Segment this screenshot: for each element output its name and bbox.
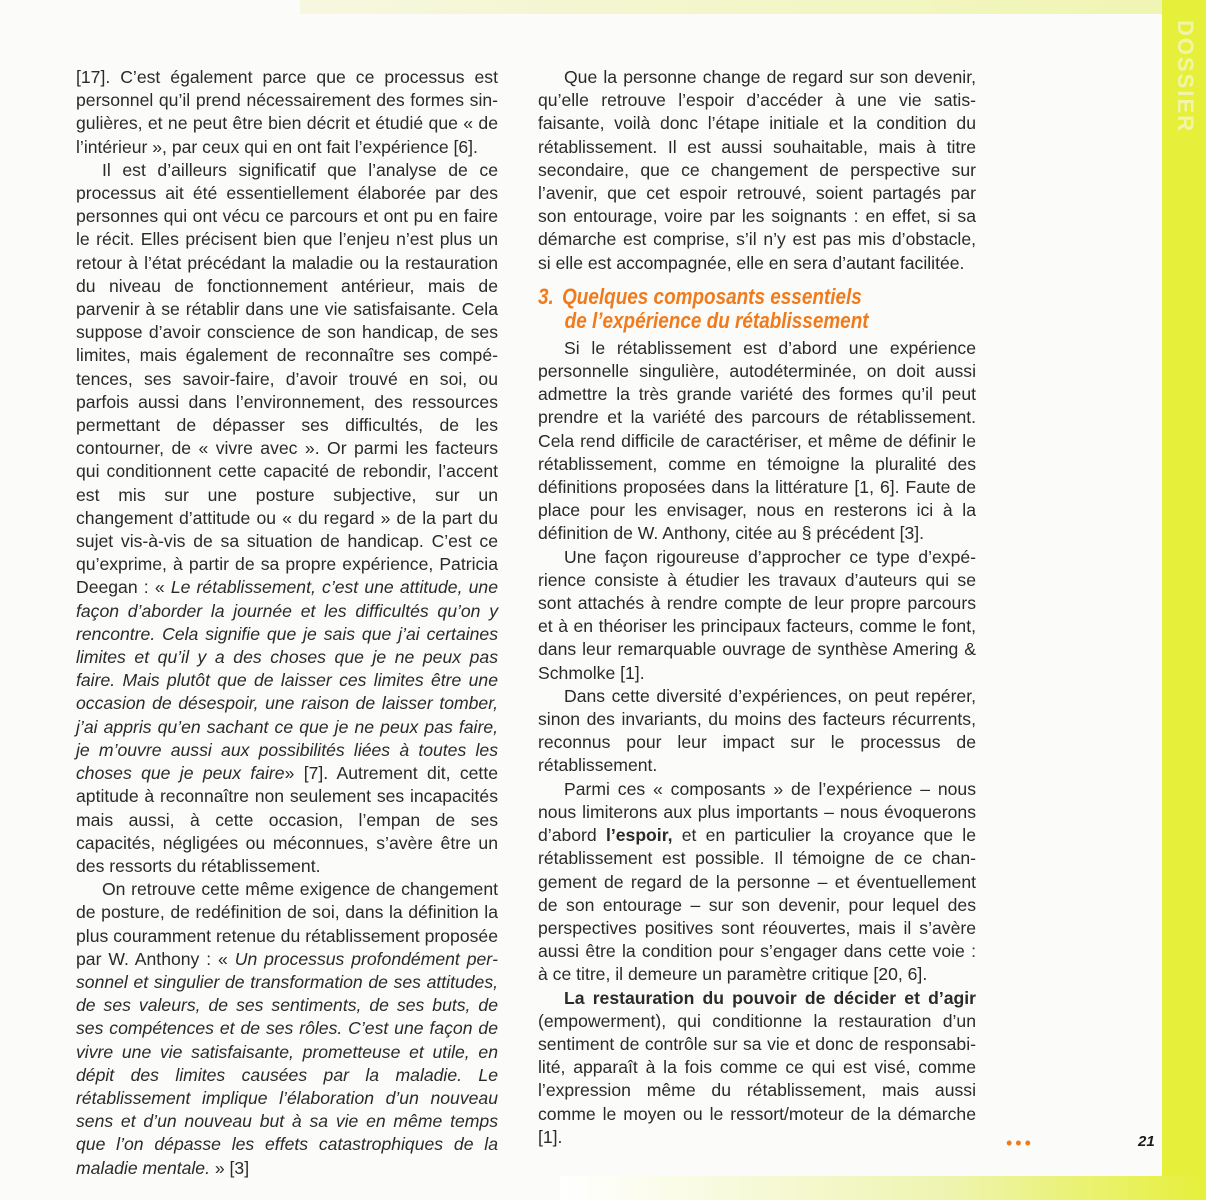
side-color-band (1162, 0, 1206, 1200)
text-run: et en particulier la croyance que le rétablissement est possible. Il témoigne de ce changement de regard de la personne – et éventuellement de son entourage – sur son devenir, pour lequel des perspectives positives sont réouvertes, mais il s’avère aussi être la condition pour s’engager dans cette voie : à ce titre, il demeure un paramètre critique [20, 6]. (538, 825, 976, 985)
paragraph (76, 878, 498, 1180)
section-heading-line1: Quelques composants essentiels (562, 283, 862, 309)
paragraph (538, 778, 976, 987)
paragraph (76, 66, 498, 159)
right-text-column (538, 66, 976, 1149)
side-band-label: DOSSIER (1173, 20, 1198, 134)
bottom-color-band (560, 1176, 1206, 1200)
text-run: Que la personne change de regard sur son devenir, qu’elle retrouve l’espoir d’accéder à une vie satisfaisante, voilà donc l’étape initiale et la condition du rétablissement. Il est aussi souhaitable, mais à titre secondaire, que ce changement de perspective sur l’avenir, que cet espoir retrouvé, soient partagés par son entourage, voire par les soignants : en effet, si sa démarche est comprise, s’il n’y est pas mis d’obstacle, si elle est accompagnée, elle en sera d’autant facilitée. (538, 67, 976, 273)
paragraph (538, 66, 976, 275)
text-run: [17]. C’est également parce que ce processus est personnel qu’il prend nécessairement des formes singulières, et ne peut être bien décrit et étudié que « de l’intérieur », par ceux qui en ont fait l’expérience [6]. (76, 67, 498, 157)
decorative-dots: ••• (1006, 1133, 1034, 1153)
italic-quote: Un processus profondément personnel et singulier de transformation de ses attitudes, de ses valeurs, de ses sentiments, de ses buts, de ses compétences et de ses rôles. C’est une façon de vivre une vie satisfaisante, prometteuse et utile, en dépit des limites causées par la maladie. Le rétablissement implique l’élaboration d’un nouveau sens et d’un nouveau but à sa vie en même temps que l’on dépasse les effets catastrophiques de la maladie mentale. (76, 948, 499, 1178)
text-run: Dans cette diversité d’expériences, on peut repérer, sinon des invariants, du moins des facteurs récurrents, reconnus pour leur impact sur le processus de rétablissement. (538, 685, 976, 776)
text-run: Il est d’ailleurs significatif que l’analyse de ce processus ait été essentiellement élaborée par des personnes qui ont vécu ce parcours et ont pu en faire le récit. Elles précisent bien que l’enjeu n’est plus un retour à l’état précédant la maladie ou la restauration du niveau de fonctionnement antérieur, mais de parvenir à se rétablir dans une vie satisfaisante. Cela suppose d’avoir conscience de son handicap, de ses limites, mais également de reconnaître ses compétences, ses savoir-faire, d’avoir trouvé en soi, ou parfois aussi dans l’environnement, des ressources permettant de dépasser ses difficultés, de les contourner, de « vivre avec ». Or parmi les facteurs qui conditionnent cette capacité de rebondir, l’accent est mis sur une posture subjective, sur un changement d’attitude ou « du regard » de la part du sujet vis-à-vis de sa situation de handicap. C’est ce qu’exprime, à partir de sa propre expérience, Patricia Deegan : « (76, 159, 498, 598)
text-run: (empowerment), qui conditionne la restauration d’un sentiment de contrôle sur sa vie et donc de responsabilité, apparaît à la fois comme ce qui est visé, comme l’expression même du rétablissement, mais aussi comme le moyen ou le ressort/moteur de la démarche [1]. (538, 1010, 976, 1147)
right-intro-text (538, 66, 976, 275)
paragraph (538, 987, 976, 1149)
page-number: 21 (1138, 1133, 1155, 1150)
paragraph (76, 159, 498, 878)
top-color-band (300, 0, 1180, 14)
text-run: On retrouve cette même exigence de changement de posture, de redéfinition de soi, dans la définition la plus couramment retenue du rétablissement proposée par W. Anthony : « (76, 879, 498, 969)
bold-text: l’espoir, (605, 825, 673, 846)
text-run: Une façon rigoureuse d’approcher ce type d’expérience consiste à étudier les travaux d’auteurs qui se sont attachés à rendre compte de leur propre parcours et à en théoriser les principaux facteurs, comme le font, dans leur remarquable ouvrage de synthèse Amering & Schmolke [1]. (538, 546, 976, 683)
paragraph (538, 337, 976, 546)
right-body-text (538, 337, 976, 1149)
text-run: » [7]. Autrement dit, cette aptitude à reconnaître non seulement ses incapacités mais aussi, à cette occasion, l’empan de ses capacités, négligées ou méconnues, s’avère être un des ressorts du rétablissement. (76, 763, 498, 876)
section-heading (538, 285, 968, 333)
section-heading-line2: de l’expérience du rétablissement (564, 307, 869, 333)
left-text-column (76, 66, 498, 1180)
text-run: » [3] (209, 1157, 250, 1178)
italic-quote: Le rétablissement, c’est une attitude, une façon d’aborder la journée et les difficultés qu’on y rencontre. Cela signifie que je sais que j’ai certaines limites et qu’il y a des choses que je ne peux pas faire. Mais plutôt que de laisser ces limites être une occasion de désespoir, une raison de laisser tomber, j’ai appris qu’en sachant ce que je ne peux pas faire, je m’ouvre aussi aux possibilités liées à toutes les choses que je peux faire (76, 577, 499, 784)
bold-text: La restauration du pouvoir de décider et d’agir (564, 987, 976, 1008)
section-number: 3. (538, 283, 554, 309)
text-run: Si le rétablissement est d’abord une expérience personnelle singulière, autodéterminée, on doit aussi admettre la très grande variété des formes qu’il peut prendre et la variété des parcours de rétablissement. Cela rend difficile de caractériser, et même de définir le rétablissement, comme en témoigne la pluralité des définitions proposées dans la littérature [1, 6]. Faute de place pour les envisager, nous en resterons ici à la définition de W. Anthony, citée au § précédent [3]. (538, 337, 976, 544)
paragraph (538, 546, 976, 685)
paragraph (538, 685, 976, 778)
text-run: Parmi ces « composants » de l’expérience – nous nous limiterons aux plus importants – nous évoquerons d’abord (538, 778, 976, 846)
